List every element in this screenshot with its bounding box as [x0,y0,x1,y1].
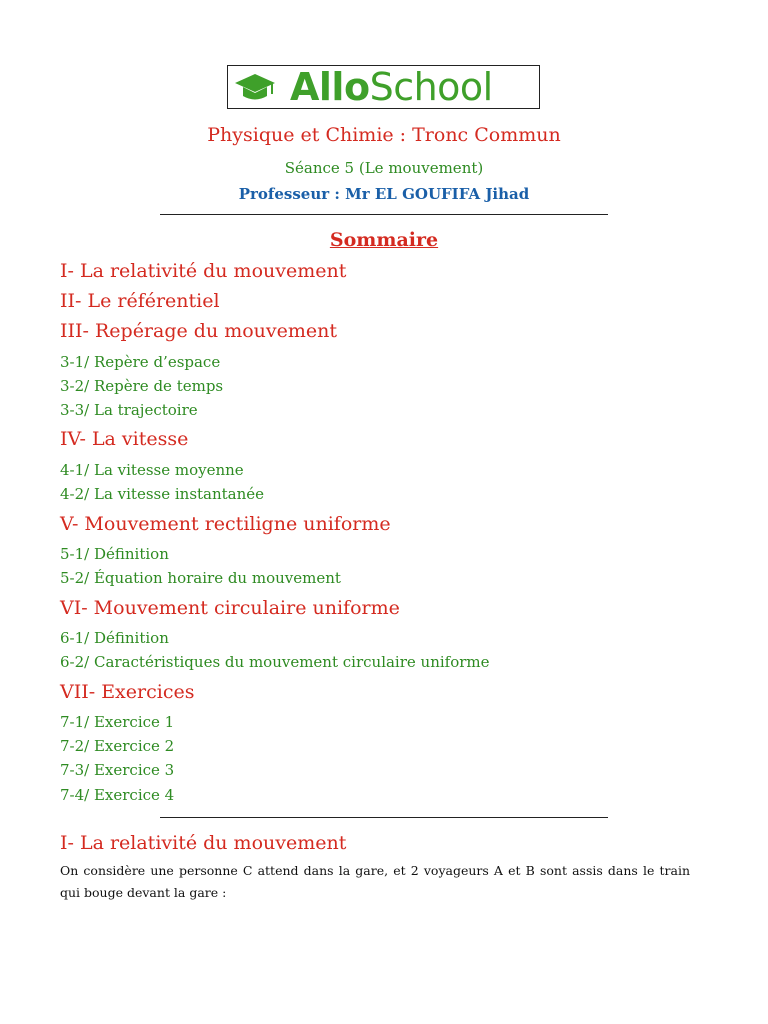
section-paragraph: On considère une personne C attend dans la gare, et 2 voyageurs A et B sont assis dans le train qui bouge devant la gare : [60,863,690,900]
toc-subsection-item[interactable]: 7-2/ Exercice 2 [60,737,175,755]
toc-section-item[interactable]: VII- Exercices [60,681,195,703]
divider-top [160,214,608,215]
logo-brand-part1: Allo [290,65,370,109]
toc-subsection-item[interactable]: 5-2/ Équation horaire du mouvement [60,569,341,587]
toc-subsection-item[interactable]: 4-2/ La vitesse instantanée [60,485,265,503]
course-title: Physique et Chimie : Tronc Commun [207,124,561,146]
toc-section-item[interactable]: II- Le référentiel [60,290,220,312]
toc-subsection-item[interactable]: 3-1/ Repère d’espace [60,353,221,371]
divider-bottom [160,817,608,818]
toc-subsection-item[interactable]: 6-1/ Définition [60,629,169,647]
toc-subsection-item[interactable]: 3-3/ La trajectoire [60,401,198,419]
toc-subsection-item[interactable]: 3-2/ Repère de temps [60,377,224,395]
logo-brand-part2: School [369,65,493,109]
session-title: Séance 5 (Le mouvement) [284,159,484,177]
toc-section-item[interactable]: I- La relativité du mouvement [60,260,347,282]
alloschool-logo[interactable] [227,65,540,109]
toc-section-item[interactable]: III- Repérage du mouvement [60,320,338,342]
toc-title: Sommaire [329,229,439,251]
toc-section-item[interactable]: V- Mouvement rectiligne uniforme [60,513,391,535]
logo-wordmark [290,65,493,109]
toc-subsection-item[interactable]: 6-2/ Caractéristiques du mouvement circulaire uniforme [60,653,490,671]
toc-section-item[interactable]: VI- Mouvement circulaire uniforme [60,597,400,619]
toc-subsection-item[interactable]: 5-1/ Définition [60,545,169,563]
graduation-cap-icon [234,70,276,104]
toc-section-item[interactable]: IV- La vitesse [60,428,189,450]
toc-subsection-item[interactable]: 7-4/ Exercice 4 [60,786,175,804]
teacher-name: Professeur : Mr EL GOUFIFA Jihad [238,185,530,203]
toc-subsection-item[interactable]: 7-1/ Exercice 1 [60,713,175,731]
toc-subsection-item[interactable]: 4-1/ La vitesse moyenne [60,461,244,479]
toc-subsection-item[interactable]: 7-3/ Exercice 3 [60,761,175,779]
section-heading: I- La relativité du mouvement [60,832,347,854]
